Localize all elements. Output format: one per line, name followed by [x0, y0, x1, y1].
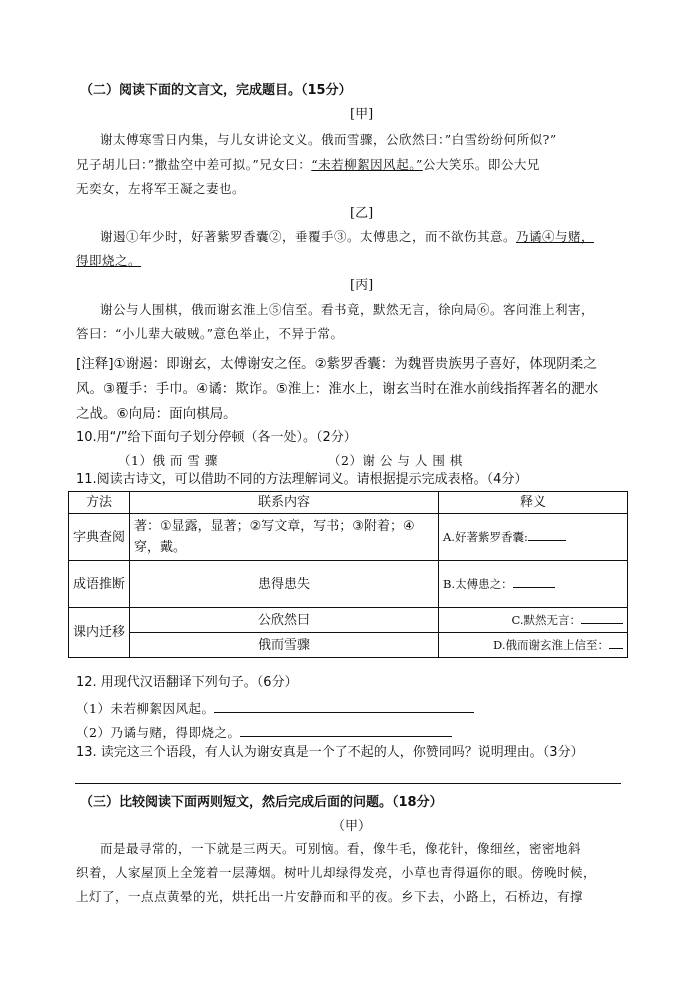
q12-answer-2-blank[interactable]: [240, 723, 452, 737]
header-meaning: 释义: [439, 492, 628, 514]
jia-line-3: 无奕女，左将军王凝之妻也。: [76, 181, 246, 196]
jia-label: [甲]: [350, 107, 374, 122]
section2-heading: （二）阅读下面的文言文，完成题目。（15分）: [80, 83, 352, 98]
underlined-sentence-2b: 得即烧之。: [76, 253, 142, 268]
q10-sentence-1: （1）俄 而 雪 骤: [118, 453, 218, 468]
yi-line-1: [100, 228, 594, 246]
method-dictionary: 字典查阅: [69, 514, 130, 561]
table-header-row: [69, 492, 628, 514]
q13-stem: 13. 读完这三个语段，有人认为谢安真是一个了不起的人，你赞同吗？说明理由。（3分）: [76, 745, 584, 760]
answer-b-label: B.太傅患之：: [443, 576, 513, 591]
answer-c: [439, 608, 628, 633]
answer-b: [439, 561, 628, 608]
q12-stem: 12. 用现代汉语翻译下列句子。（6分）: [76, 675, 298, 690]
q12-answer-1-blank[interactable]: [214, 699, 474, 713]
answer-a-blank[interactable]: [528, 527, 566, 541]
q10-stem: 10.用“/”给下面句子划分停顿（各一处）。（2分）: [76, 430, 357, 445]
jia-line-1: 谢太傅寒雪日内集，与儿女讲论文义。俄而雪骤，公欣然曰：”白雪纷纷何所似?”: [100, 132, 557, 147]
answer-a: [439, 514, 628, 561]
bing-line-2: 答曰：“小儿辈大破贼。”意色举止，不异于常。: [76, 326, 344, 341]
section3-para-line-1: 而是最寻常的，一下就是三两天。可别恼。看，像牛毛，像花针，像细丝，密密地斜: [100, 841, 582, 856]
q12-s1-text: （1）未若柳絮因风起。: [76, 701, 215, 716]
yi-label: [乙]: [350, 206, 374, 221]
jia-line-2c: 公大笑乐。即公大兄: [422, 157, 540, 172]
table-row: [69, 633, 628, 658]
q11-stem: 11.阅读古诗文，可以借助不同的方法理解词义。请根据提示完成表格。（4分）: [76, 472, 528, 487]
method-idiom: 成语推断: [69, 561, 130, 608]
content-dictionary: 著：①显露，显著；②写文章，写书；③附着；④穿，戴。: [130, 514, 439, 561]
content-transfer-b: 俄而雪骤: [130, 633, 439, 658]
q12-sentence-2: [76, 723, 452, 742]
method-transfer: 课内迁移: [69, 608, 130, 658]
header-content: 联系内容: [130, 492, 439, 514]
table-row: [69, 514, 628, 561]
content-transfer-a: 公欣然曰: [130, 608, 439, 633]
answer-d-label: D.俄而谢玄淮上信至：: [493, 637, 609, 652]
jia-line-2a: 兄子胡儿曰：”撒盐空中差可拟。”兄女曰：: [76, 157, 312, 172]
table-row: [69, 561, 628, 608]
bing-label: [丙]: [350, 278, 374, 293]
answer-c-blank[interactable]: [581, 610, 623, 624]
section3-para-line-2: 织着，人家屋顶上全笼着一层薄烟。树叶儿却绿得发亮，小草也青得逼你的眼。傍晚时候，: [76, 865, 597, 880]
section3-para-line-3: 上灯了，一点点黄晕的光，烘托出一片安静而和平的夜。乡下去，小路上，石桥边，有撑: [76, 889, 584, 904]
answer-d: [439, 633, 628, 658]
q11-table: [68, 491, 628, 658]
header-method: 方法: [69, 492, 130, 514]
underlined-sentence-1: “未若柳絮因风起。”: [311, 157, 423, 172]
q12-s2-text: （2）乃谲与赌，得即烧之。: [76, 725, 241, 740]
answer-a-label: A.好著紫罗香囊:: [443, 529, 528, 544]
underlined-sentence-2a: 乃谲④与赌，: [516, 229, 595, 244]
q13-answer-line[interactable]: [75, 783, 621, 784]
answer-c-label: C.默然无言：: [511, 612, 581, 627]
section3-heading: （三）比较阅读下面两则短文，然后完成后面的问题。（18分）: [80, 795, 443, 810]
answer-b-blank[interactable]: [513, 574, 555, 588]
section3-jia-label: （甲）: [332, 819, 372, 834]
answer-d-blank[interactable]: [609, 635, 623, 649]
bing-line-1: 谢公与人围棋，俄而谢玄淮上⑤信至。看书竟，默然无言，徐向局⑥。客问淮上利害，: [100, 302, 595, 317]
note-line-3: 之战。⑥向局：面向棋局。: [76, 406, 237, 422]
content-idiom: 患得患失: [130, 561, 439, 608]
note-line-1: [注释]①谢遏：即谢玄，太傅谢安之侄。②紫罗香囊：为魏晋贵族男子喜好，体现阴柔之: [76, 356, 597, 372]
table-row: [69, 608, 628, 633]
q10-sentence-2: （2）谢 公 与 人 围 棋: [328, 453, 463, 468]
jia-line-2: [76, 156, 540, 174]
note-line-2: 风。③覆手：手巾。④谲：欺诈。⑤淮上：淮水上，谢玄当时在淮水前线指挥著名的淝水: [76, 381, 599, 397]
yi-line-1a: 谢遏①年少时，好著紫罗香囊②，垂覆手③。太傅患之，而不欲伤其意。: [100, 229, 517, 244]
q12-sentence-1: [76, 699, 474, 718]
